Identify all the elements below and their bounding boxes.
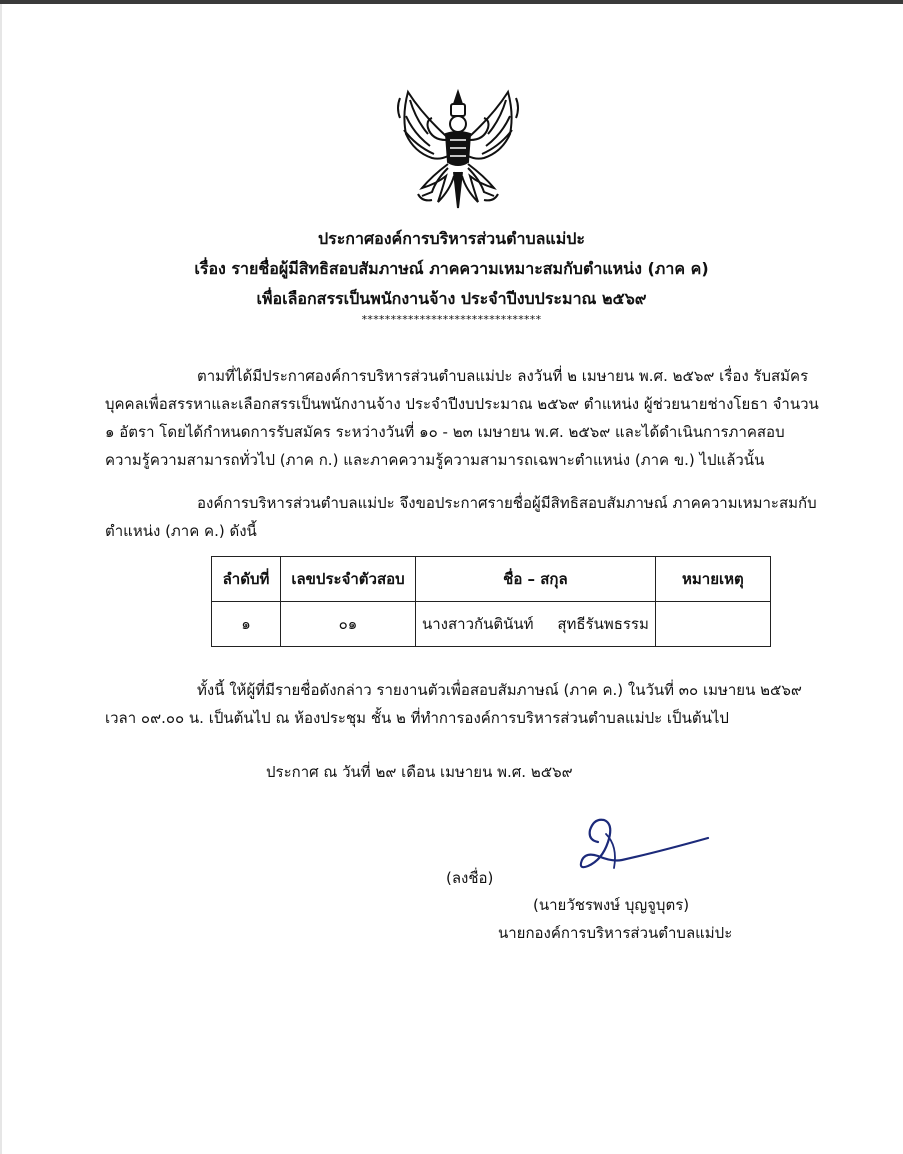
document-org-title: ประกาศองค์การบริหารส่วนตำบลแม่ปะ bbox=[317, 229, 586, 248]
column-header-exam-id: เลขประจำตัวสอบ bbox=[281, 557, 416, 602]
column-header-order: ลำดับที่ bbox=[212, 557, 281, 602]
cell-name: นางสาวกันตินันท์ สุทธีรันพธรรม bbox=[416, 602, 656, 647]
paragraph-line: บุคคลเพื่อสรรหาและเลือกสรรเป็นพนักงานจ้าง ประจำปีงบประมาณ ๒๕๖๙ ตำแหน่ง ผู้ช่วยนายช่างโยธา จำนวน bbox=[105, 395, 819, 413]
page-left-edge bbox=[0, 4, 2, 1154]
signature-label: (ลงชื่อ) bbox=[446, 869, 494, 887]
signer-position: นายกองค์การบริหารส่วนตำบลแม่ปะ bbox=[498, 924, 733, 942]
cell-exam-id: ๐๑ bbox=[281, 602, 416, 647]
table-header-row bbox=[212, 557, 771, 602]
document-purpose: เพื่อเลือกสรรเป็นพนักงานจ้าง ประจำปีงบประมาณ ๒๕๖๙ bbox=[256, 289, 647, 308]
paragraph-line: ความรู้ความสามารถทั่วไป (ภาค ก.) และภาคความรู้ความสามารถเฉพาะตำแหน่ง (ภาค ข.) ไปแล้วนั้น bbox=[105, 451, 765, 469]
paragraph-line: ทั้งนี้ ให้ผู้ที่มีรายชื่อดังกล่าว รายงานตัวเพื่อสอบสัมภาษณ์ (ภาค ค.) ในวันที่ ๓๐ เมษายน ๒๕๖๙ bbox=[197, 681, 802, 699]
paragraph-line: เวลา ๐๙.๐๐ น. เป็นต้นไป ณ ห้องประชุม ชั้น ๒ ที่ทำการองค์การบริหารส่วนตำบลแม่ปะ เป็นต้นไป bbox=[105, 709, 729, 727]
paragraph-announcement bbox=[105, 489, 817, 545]
garuda-emblem-icon bbox=[392, 84, 524, 212]
cell-order: ๑ bbox=[212, 602, 281, 647]
paragraph-instructions bbox=[105, 676, 807, 732]
table-row bbox=[212, 602, 771, 647]
separator-stars: ******************************* bbox=[361, 313, 542, 326]
window-top-bar bbox=[0, 0, 903, 4]
column-header-name: ชื่อ – สกุล bbox=[416, 557, 656, 602]
candidate-table bbox=[211, 556, 771, 647]
announcement-date: ประกาศ ณ วันที่ ๒๙ เดือน เมษายน พ.ศ. ๒๕๖๙ bbox=[266, 763, 573, 781]
document-subject: เรื่อง รายชื่อผู้มีสิทธิสอบสัมภาษณ์ ภาคความเหมาะสมกับตำแหน่ง (ภาค ค) bbox=[194, 259, 709, 278]
handwritten-signature bbox=[568, 812, 718, 880]
paragraph-line: ๑ อัตรา โดยได้กำหนดการรับสมัคร ระหว่างวันที่ ๑๐ - ๒๓ เมษายน พ.ศ. ๒๕๖๙ และได้ดำเนินการภาคสอบ bbox=[105, 423, 785, 441]
paragraph-background bbox=[105, 362, 819, 474]
paragraph-line: ตำแหน่ง (ภาค ค.) ดังนี้ bbox=[105, 522, 257, 540]
paragraph-line: ตามที่ได้มีประกาศองค์การบริหารส่วนตำบลแม่ปะ ลงวันที่ ๒ เมษายน พ.ศ. ๒๕๖๙ เรื่อง รับสมัคร bbox=[197, 367, 809, 385]
cell-remark bbox=[655, 602, 770, 647]
paragraph-line: องค์การบริหารส่วนตำบลแม่ปะ จึงขอประกาศรายชื่อผู้มีสิทธิสอบสัมภาษณ์ ภาคความเหมาะสมกับ bbox=[197, 494, 817, 512]
signer-name: (นายวัชรพงษ์ บุญจูบุตร) bbox=[533, 896, 690, 914]
column-header-remark: หมายเหตุ bbox=[655, 557, 770, 602]
